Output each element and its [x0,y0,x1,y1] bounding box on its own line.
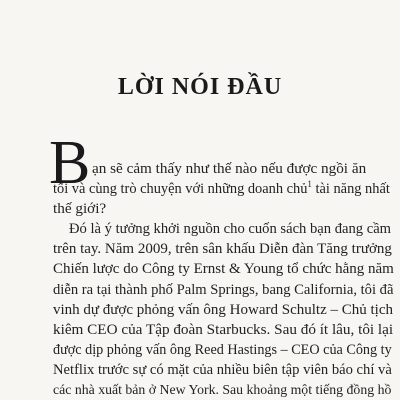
paragraph-line-3: thế giới? [53,200,107,217]
paragraph-line-9: kiêm CEO của Tập đoàn Starbucks. Sau đó ít lâu, tôi lại [53,321,394,338]
drop-cap-letter: B [49,129,91,197]
paragraph-line-2 [53,179,390,199]
paragraph-line-11: Netflix trước sự có mặt của nhiều biên tập viên báo chí và [53,362,392,378]
paragraph-line-10: được dịp phỏng vấn ông Reed Hastings – CEO của Công ty [53,342,392,358]
paragraph-line-4: Đó là ý tưởng khởi nguồn cho cuốn sách bạn đang cầm [69,221,392,237]
paragraph-line-6: Chiến lược do Công ty Ernst & Young tổ chức hằng năm [53,261,394,277]
paragraph-line-5: trên tay. Năm 2009, trên sân khấu Diễn đàn Tăng trưởng [53,241,392,257]
paragraph-line-2-text-b: tài năng nhất [311,181,390,197]
page-title: LỜI NÓI ĐẦU [117,74,283,100]
paragraph-line-7: diễn ra tại thành phố Palm Springs, bang California, tôi đã [53,282,394,298]
paragraph-line-2-text-a: tối và cùng trò chuyện với những doanh chủ [53,181,308,197]
paragraph-line-12: các nhà xuất bản ở New York. Sau khoảng một tiếng đồng hồ [53,382,392,397]
footnote-marker: 1 [307,179,312,190]
paragraph-line-1: ạn sẽ cảm thấy như thế nào nếu được ngồi ăn [92,160,367,177]
paragraph-line-8: vinh dự được phỏng vấn ông Howard Schultz – Chủ tịch [53,302,393,318]
